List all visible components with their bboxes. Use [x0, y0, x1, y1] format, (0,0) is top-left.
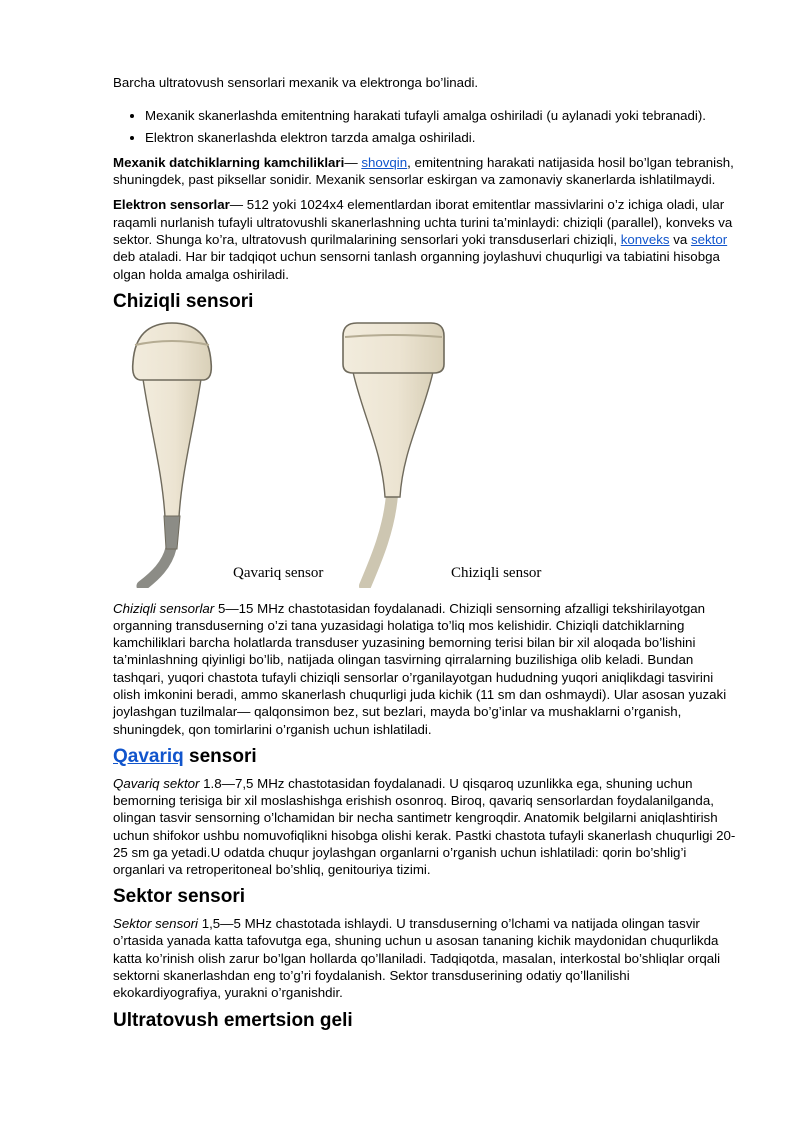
sektor-link[interactable]: sektor [690, 231, 728, 247]
gel-heading: Ultratovush emertsion geli [113, 1009, 353, 1031]
paragraph-lead: Chiziqli sensorlar [113, 600, 215, 616]
paragraph-lead: Qavariq sektor [113, 775, 200, 791]
intro-paragraph: Barcha ultratovush sensorlari mexanik va elektronga bo’linadi. [113, 75, 479, 90]
konveks-link[interactable]: konveks [620, 231, 670, 247]
paragraph-text: 5—15 MHz chastotasidan foydalanadi. Chiziqli sensorning afzalligi tekshirilayotgan organning transduserning o’zi tana yuzasidagi holatiga to’liq mos kelishidir. Chiziqli datchiklarning kamchiliklari barcha holatlarda transduser yuzasining bemorning terisi bilan bir xil aloqada bo’lishini ta’minlashning qiyinligi bo’lib, natijada olingan tasvirning qirralarning buzilishiga olib keladi. Bundan tashqari, yuqori chastota tufayli chiziqli sensorlar o’rganilayotgan hududning yuqori aniqlikdagi tasvirini olish imkonini beradi, ammo skanerlash chuqurligi juda kichik (11 sm dan oshmaydi). Ular asosan yuzaki joylashgan tuzilmalar— qalqonsimon bez, sut bezlari, mayda bo’g’inlar va mushaklarni o’rganish, shuningdek, qon tomirlarini o’rganish uchun ishlatiladi. [113, 600, 727, 737]
paragraph-lead: Sektor sensori [113, 916, 198, 932]
paragraph-text: 1,5—5 MHz chastotada ishlaydi. U transduserning o’lchami va natijada olingan tasvir o’rtasida yanada katta tafovutga ega, shuning uchun u asosan tananing kichik maydonidan chuqurlikda katta ko’rinish olish zarur bo’lgan hollarda qo’llaniladi. Tadqiqotda, masalan, interkostal bo’shliqlar orqali sektorni skanerlashdan eng to’g’ri foydalanish. Sektor transduserining odatiy qo’llanilishi ekokardiyografiya, yurakni o’rganishdir. [113, 916, 721, 1001]
paragraph-text: — [344, 154, 362, 170]
list-item: • Elektron skanerlashda elektron tarzda amalga oshiriladi. [145, 129, 737, 146]
qavariq-paragraph [113, 775, 737, 879]
ultrasound-probes-image [113, 320, 737, 588]
mexanik-paragraph [113, 154, 737, 189]
paragraph-lead: Mexanik datchiklarning kamchiliklari [113, 154, 345, 170]
paragraph-text: deb ataladi. Har bir tadqiqot uchun sensorni tanlash organning joylashuvi chuqurligi va tabiatini hisobga olgan holda amalga oshiriladi. [113, 249, 720, 282]
chiziqli-paragraph [113, 600, 737, 738]
elektron-paragraph [113, 196, 737, 282]
paragraph-lead: Elektron sensorlar [113, 197, 230, 213]
qavariq-heading [113, 746, 737, 769]
figure-caption-linear: Chiziqli sensor [451, 564, 542, 581]
paragraph-text: va [669, 231, 691, 247]
paragraph-text: — 512 yoki 1024x4 elementlardan iborat emitentlar massivlarini o’z ichiga oladi, ular raqamli nurlanish tufayli ultratovushli skanerlashning uchta turini ta’minlaydi: chiziqli (parallel), konveks va sektor. Shunga ko’ra, ultratovush qurilmalarining sensorlari yoki transduserlari chiziqli, [113, 197, 733, 247]
shovqin-link[interactable]: shovqin [361, 154, 408, 170]
bullet-list [113, 107, 737, 146]
sektor-heading: Sektor sensori [113, 886, 245, 908]
chiziqli-heading: Chiziqli sensori [113, 290, 254, 312]
paragraph-text: 1.8—7,5 MHz chastotasidan foydalanadi. U qisqaroq uzunlikka ega, shuning uchun bemorning terisiga bir xil moslashishga erishish osonroq. Biroq, qavariq sensorlardan foydalanilganda, olingan tasvir sensorning o’lchamidan bir necha santimetr kengroqdir. Anatomik belgilarni aniqlashtirish uchun shifokor ushbu nomuvofiqlikni hisobga olishi kerak. Pastki chastota tufayli skanerlash chuqurligi 20-25 sm ga yetadi.U odatda chuqur joylashgan organlarni o’rganish uchun ishlatiladi: qorin bo’shlig’i organlari va retroperitoneal bo’shliq, genitouriya tizimi. [113, 775, 736, 878]
qavariq-heading-link[interactable]: Qavariq [113, 745, 184, 767]
figure-caption-convex: Qavariq sensor [233, 564, 324, 581]
convex-probe-image [133, 323, 212, 586]
heading-text: sensori [183, 745, 257, 767]
list-item: • Mexanik skanerlashda emitentning harakati tufayli amalga oshiriladi (u aylanadi yoki tebranadi). [145, 107, 737, 124]
sektor-paragraph [113, 915, 737, 1001]
linear-probe-image [343, 323, 444, 586]
paragraph-text: , emitentning harakati natijasida hosil bo’lgan tebranish, shuningdek, past piksellar sonidir. Mexanik sensorlar eskirgan va zamonaviy skanerlarda ishlatilmaydi. [113, 154, 734, 188]
probes-figure [113, 320, 737, 588]
